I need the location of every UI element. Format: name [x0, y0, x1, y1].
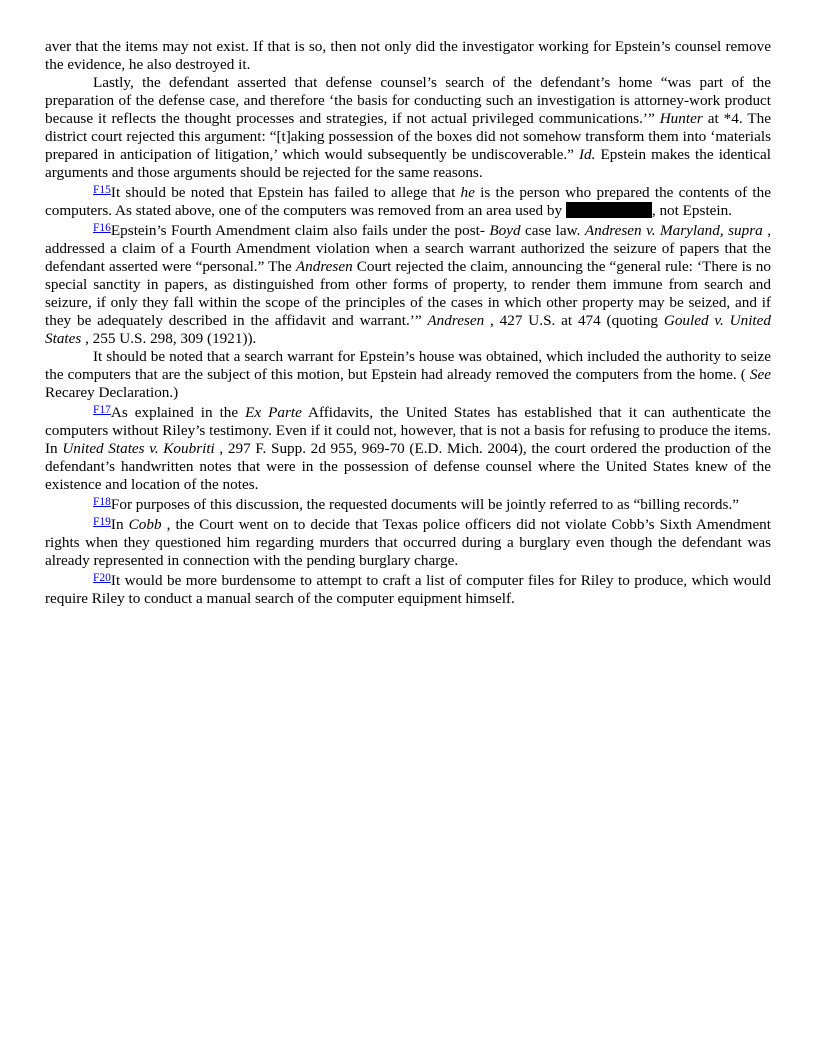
footnote-text: , the Court went on to decide that Texas police officers did not violate Cobb’s Sixth Amendment rights when they questioned him regarding murders that occurred during a burglary even though the defendant was already represented in connection with the pending burglary charge.	[45, 516, 771, 569]
footnote-text: Recarey Declaration.)	[45, 384, 179, 401]
paragraph-text: aver that the items may not exist. If that is so, then not only did the investigator working for Epstein’s counsel remove the evidence, he also destroyed it.	[45, 38, 771, 73]
footnote-text: In	[110, 516, 129, 533]
footnote-text: , 255 U.S. 298, 309 (1921)).	[81, 330, 257, 347]
footnote-text: Affidavits, the United States has established that it can authenticate the computers without Riley’s testimony. Even if it could not, however, that is not a basis for refusing to produce the items. In	[45, 404, 771, 457]
case-citation: Boyd	[489, 222, 521, 239]
paragraph-hunter-argument	[45, 74, 771, 182]
footnote-text: , not Epstein.	[651, 202, 733, 219]
footnote-text: It should be noted that Epstein has failed to allege that	[110, 184, 461, 201]
case-citation: Cobb	[128, 516, 162, 533]
footnote-text: Court rejected the claim, announcing the “general rule: ‘There is no special sanctity in papers, as distinguished from other forms of property, to render them immune from search and seizure, if only they fall within the scope of the principles of the cases in which other property may be seized, and if they be adequately described in the affidavit and warrant.’”	[45, 258, 771, 329]
footnote-link-f18[interactable]: F18	[93, 496, 111, 508]
paragraph-text: Epstein makes the identical arguments and those arguments should be rejected for the same reasons.	[45, 146, 771, 181]
footnote-text: , 427 U.S. at 474 (quoting	[484, 312, 664, 329]
footnote-text: Epstein’s Fourth Amendment claim also fails under the post-	[110, 222, 490, 239]
footnote-link-f16[interactable]: F16	[93, 222, 111, 234]
footnote-f15	[45, 184, 771, 220]
footnote-link-f19[interactable]: F19	[93, 516, 111, 528]
case-citation: Gouled v. United States	[45, 312, 771, 347]
document-page	[45, 38, 771, 608]
footnote-link-f20[interactable]: F20	[93, 572, 111, 584]
emphasis-text: he	[460, 184, 475, 201]
footnote-f17	[45, 404, 771, 494]
case-citation: United States v. Koubriti	[62, 440, 215, 457]
footnote-text: It should be noted that a search warrant for Epstein’s house was obtained, which included the authority to seize the computers that are the subject of this motion, but Epstein had already removed the computers from the home. (	[45, 348, 771, 383]
footnote-f18	[45, 496, 771, 514]
footnote-text: case law.	[520, 222, 585, 239]
case-citation: Hunter	[659, 110, 703, 127]
footnote-f16-continuation	[45, 348, 771, 402]
footnote-text: is the person who prepared the contents of the computers. As stated above, one of the computers was removed from an area used by	[45, 184, 771, 219]
case-citation: Id.	[578, 146, 596, 163]
footnote-text: As explained in the	[110, 404, 246, 421]
footnote-f20	[45, 572, 771, 608]
footnote-f19	[45, 516, 771, 570]
case-citation: Andresen	[427, 312, 485, 329]
footnote-text: , 297 F. Supp. 2d 955, 969-70 (E.D. Mich. 2004), the court ordered the production of the defendant’s handwritten notes that were in the possession of defense counsel where the United States knew of the existence and location of the notes.	[45, 440, 771, 493]
footnote-link-f15[interactable]: F15	[93, 184, 111, 196]
paragraph-text: Lastly, the defendant asserted that defense counsel’s search of the defendant’s home “was part of the preparation of the defense case, and therefore ‘the basis for conducting such an investigation is attorney-work product because it reflects the thought processes and strategies, if not actual privileged communications.’”	[45, 74, 771, 127]
footnote-text: , addressed a claim of a Fourth Amendment violation when a search warrant authorized the seizure of papers that the defendant asserted were “personal.” The	[45, 222, 771, 275]
paragraph-text: at *4. The district court rejected this argument: “[t]aking possession of the boxes did not somehow transform them into ‘materials prepared in anticipation of litigation,’ which would subsequently be undiscoverable.”	[45, 110, 771, 163]
paragraph-continuation	[45, 38, 771, 74]
footnote-f16	[45, 222, 771, 348]
footnote-text: For purposes of this discussion, the requested documents will be jointly referred to as “billing records.”	[110, 496, 739, 513]
footnote-link-f17[interactable]: F17	[93, 404, 111, 416]
signal-word: See	[749, 366, 771, 383]
case-citation: Andresen	[295, 258, 353, 275]
case-citation: Andresen v. Maryland, supra	[584, 222, 763, 239]
footnote-text: It would be more burdensome to attempt to craft a list of computer files for Riley to produce, which would require Riley to conduct a manual search of the computer equipment himself.	[45, 572, 771, 607]
emphasis-text: Ex Parte	[245, 404, 302, 421]
redaction-block	[566, 202, 652, 218]
